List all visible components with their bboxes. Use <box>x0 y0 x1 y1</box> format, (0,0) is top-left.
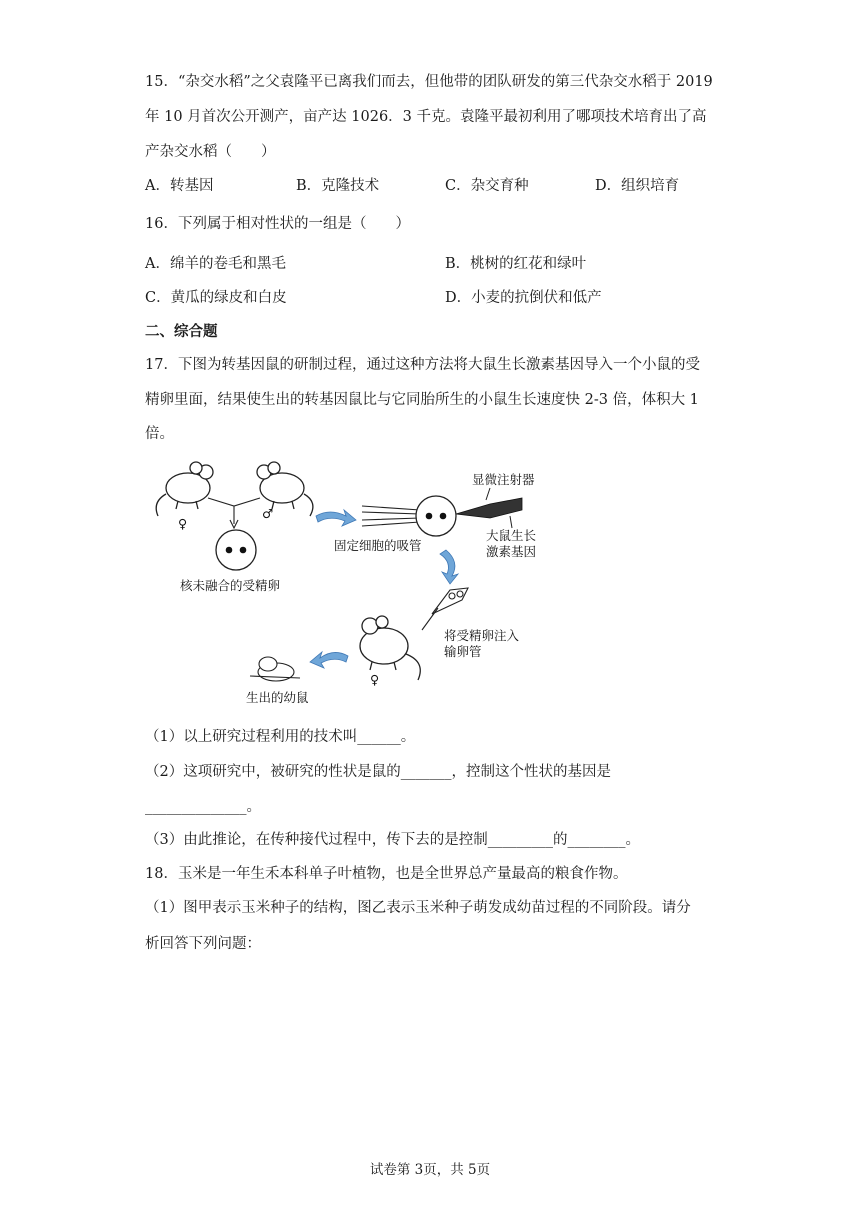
q16-option-d: D．小麦的抗倒伏和低产 <box>445 290 602 306</box>
process-arrow-icon <box>310 652 348 668</box>
q18-sub-1-line-1: （1）图甲表示玉米种子的结构，图乙表示玉米种子萌发成幼苗过程的不同阶段。请分 <box>145 900 691 916</box>
inject-label-1: 将受精卵注入 <box>444 628 520 643</box>
q17-line-2: 精卵里面，结果使生出的转基因鼠比与它同胎所生的小鼠生长速度快 2-3 倍，体积大 1 <box>145 392 699 408</box>
q17-sub-2-line-1: （2）这项研究中，被研究的性状是鼠的_______，控制这个性状的基因是 <box>145 764 611 780</box>
q16-stem: 16．下列属于相对性状的一组是（ ） <box>145 216 410 232</box>
q15-option-d: D．组织培育 <box>595 178 680 194</box>
page-footer: 试卷第 3页，共 5页 <box>369 1162 491 1178</box>
q15-line-3: 产杂交水稻（ ） <box>145 144 276 160</box>
process-arrow-icon <box>316 510 356 526</box>
fertilized-egg-icon <box>216 530 256 570</box>
pipette-label: 固定细胞的吸管 <box>334 538 422 553</box>
process-arrow-icon <box>440 550 458 584</box>
q15-line-2: 年 10 月首次公开测产，亩产达 1026．3 千克。袁隆平最初利用了哪项技术培育出了高 <box>145 109 707 125</box>
q15-option-c: C．杂交育种 <box>445 178 529 194</box>
q15-option-a: A．转基因 <box>145 178 214 194</box>
recipient-mouse-icon <box>360 616 420 680</box>
q17-line-3: 倍。 <box>145 426 174 442</box>
q18-stem: 18．玉米是一年生禾本科单子叶植物，也是全世界总产量最高的粮食作物。 <box>145 866 628 882</box>
gene-label-1: 大鼠生长 <box>486 528 537 543</box>
holding-pipette-icon <box>362 506 420 526</box>
q17-sub-1: （1）以上研究过程利用的技术叫______。 <box>145 729 416 745</box>
q15-line-1: 15．“杂交水稻”之父袁隆平已离我们而去，但他带的团队研发的第三代杂交水稻于 2019 <box>145 74 713 90</box>
q17-line-1: 17．下图为转基因鼠的研制过程，通过这种方法将大鼠生长激素基因导入一个小鼠的受 <box>145 357 700 373</box>
female-mouse-icon <box>156 462 213 516</box>
female-symbol-2: ♀ <box>370 672 380 687</box>
q16-option-a: A．绵羊的卷毛和黑毛 <box>145 256 286 272</box>
q17-sub-2-line-2: ______________。 <box>145 799 261 815</box>
female-symbol: ♀ <box>178 516 188 531</box>
q16-option-b: B．桃树的红花和绿叶 <box>445 256 587 272</box>
injector-label: 显微注射器 <box>472 472 535 487</box>
q16-option-c: C．黄瓜的绿皮和白皮 <box>145 290 287 306</box>
baby-mouse-icon <box>250 657 300 681</box>
section-heading: 二、综合题 <box>145 324 218 340</box>
micro-injector-icon <box>456 488 522 528</box>
q18-sub-1-line-2: 析回答下列问题： <box>145 936 261 952</box>
egg-label: 核未融合的受精卵 <box>180 578 281 593</box>
egg-injection-icon <box>416 496 456 536</box>
gene-label-2: 激素基因 <box>486 544 537 559</box>
q15-option-b: B．克隆技术 <box>296 178 380 194</box>
q17-sub-3: （3）由此推论，在传种接代过程中，传下去的是控制_________的________。 <box>145 832 640 848</box>
male-symbol: ♂ <box>262 506 274 521</box>
injection-tube-icon <box>422 588 468 630</box>
inject-label-2: 输卵管 <box>444 644 482 659</box>
transgenic-mouse-diagram <box>150 458 550 718</box>
baby-label: 生出的幼鼠 <box>246 690 309 705</box>
